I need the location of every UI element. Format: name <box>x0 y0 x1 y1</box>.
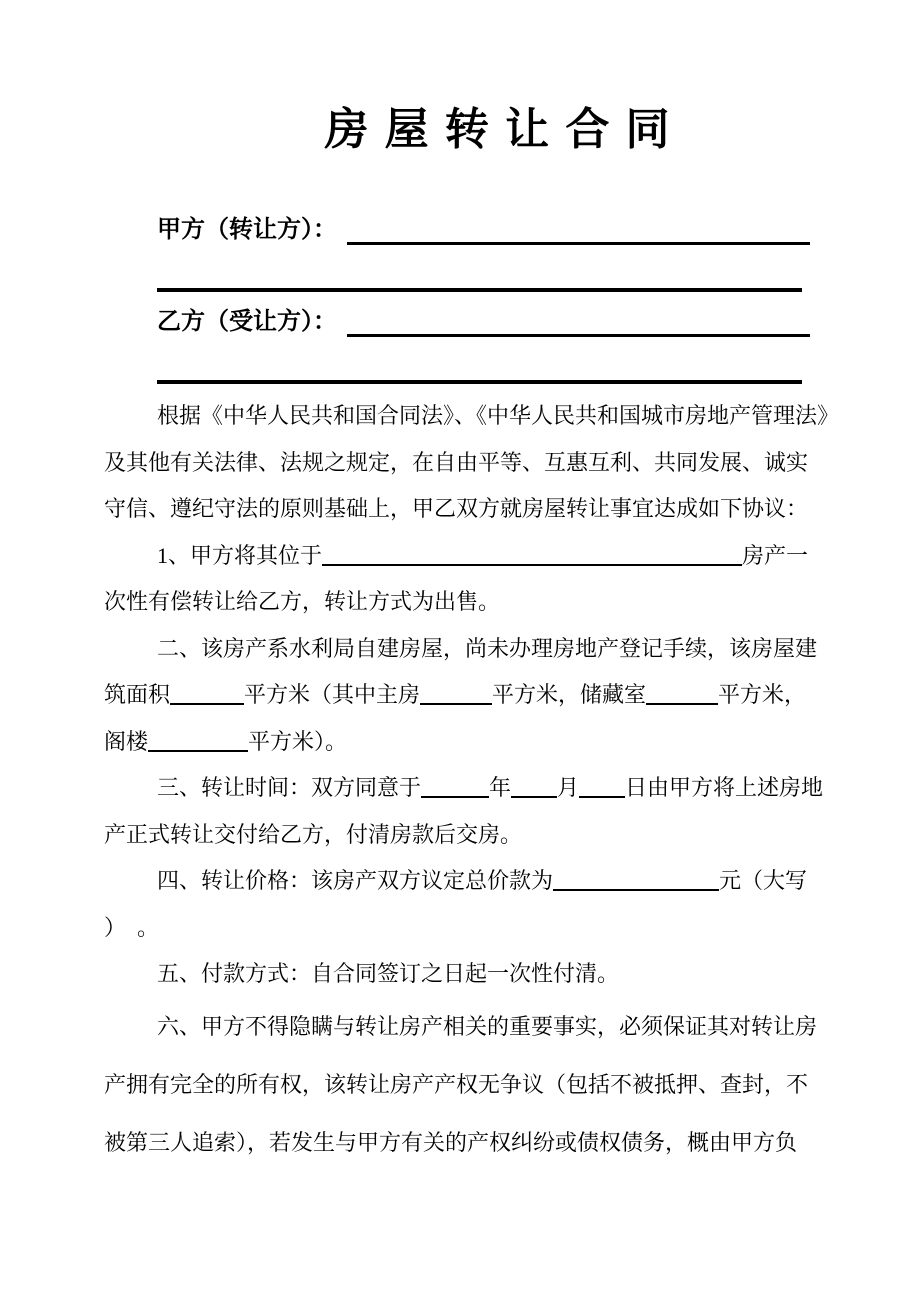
fill-in-blank <box>148 728 248 752</box>
party-b-row <box>157 307 810 337</box>
text-line <box>104 858 810 905</box>
paragraph-intro <box>104 393 840 533</box>
text-line <box>104 672 810 719</box>
text-line <box>104 905 810 952</box>
text-line <box>104 998 818 1056</box>
text-segment: 产拥有完全的所有权，该转让房产产权无争议（包括不被抵押、查封，不 <box>104 1071 809 1097</box>
fill-in-blank <box>421 774 489 798</box>
text-line <box>104 626 818 673</box>
text-line <box>104 951 810 998</box>
party-a-label: 甲方（转让方）： <box>157 217 337 243</box>
party-a-second-line <box>157 288 802 292</box>
text-line <box>104 1114 810 1172</box>
fill-in-blank <box>322 542 742 566</box>
paragraph-clause-2 <box>104 626 818 766</box>
fill-in-blank <box>646 681 718 705</box>
text-segment: ） 。 <box>104 914 160 940</box>
party-b-second-line <box>157 380 802 384</box>
document-content <box>104 0 840 1172</box>
party-b-fill-line <box>347 328 810 337</box>
text-segment: 平方米（其中主房 <box>244 682 421 707</box>
text-segment: 三、转让时间：双方同意于 <box>157 775 422 800</box>
text-segment: 守信、遵纪守法的原则基础上，甲乙双方就房屋转让事宜达成如下协议： <box>104 496 809 521</box>
text-line <box>104 765 824 812</box>
fill-in-blank <box>170 681 244 705</box>
text-line <box>104 579 810 626</box>
text-line <box>104 533 810 580</box>
text-segment: 四、转让价格：该房产双方议定总价款为 <box>157 868 554 893</box>
text-segment: 及其他有关法律、法规之规定，在自由平等、互惠互利、共同发展、诚实 <box>104 449 809 475</box>
party-b-label: 乙方（受让方）： <box>157 309 337 335</box>
text-segment: 根据《中华人民共和国合同法》、《中华人民共和国城市房地产管理法》 <box>157 403 840 428</box>
text-segment: 平方米，储藏室 <box>492 682 647 707</box>
text-segment: 月 <box>557 775 580 800</box>
paragraph-clause-4 <box>104 858 810 951</box>
text-segment: 五、付款方式：自合同签订之日起一次性付清。 <box>157 961 620 986</box>
fill-in-blank <box>553 867 719 891</box>
text-segment: 次性有偿转让给乙方，转让方式为出售。 <box>104 589 501 614</box>
document-body <box>104 393 840 1172</box>
text-line <box>104 440 810 487</box>
text-segment: 平方米， <box>718 682 807 707</box>
party-a-row <box>157 215 810 245</box>
party-a-fill-line <box>347 236 810 245</box>
fill-in-blank <box>420 681 492 705</box>
text-segment: 平方米）。 <box>248 728 348 754</box>
paragraph-clause-1 <box>104 533 810 626</box>
paragraph-clause-3 <box>104 765 824 858</box>
text-line <box>104 1056 810 1114</box>
paragraph-clause-6 <box>104 998 818 1172</box>
paragraph-clause-5 <box>104 951 810 998</box>
text-segment: 被第三人追索），若发生与甲方有关的产权纠纷或债权债务，概由甲方负 <box>104 1129 798 1155</box>
fill-in-blank <box>511 774 557 798</box>
text-line <box>104 812 810 859</box>
text-segment: 产正式转让交付给乙方，付清房款后交房。 <box>104 821 523 847</box>
document-title: 房 屋 转 让 合 同 <box>324 105 672 154</box>
fill-in-blank <box>579 774 625 798</box>
text-segment: 年 <box>489 775 512 800</box>
text-segment: 阁楼 <box>104 728 149 754</box>
text-segment: 1、甲方将其位于 <box>157 542 323 568</box>
text-segment: 六、甲方不得隐瞒与转让房产相关的重要事实，必须保证其对转让房 <box>157 1013 818 1039</box>
text-line <box>104 486 810 533</box>
text-segment: 二、该房产系水利局自建房屋，尚未办理房地产登记手续，该房屋建 <box>157 635 818 661</box>
text-line <box>104 719 810 766</box>
text-segment: 房产一 <box>742 542 809 568</box>
text-segment: 日由甲方将上述房地 <box>625 775 824 800</box>
text-line <box>104 393 840 440</box>
text-segment: 筑面积 <box>104 682 171 707</box>
text-segment: 元（大写 <box>719 868 808 893</box>
